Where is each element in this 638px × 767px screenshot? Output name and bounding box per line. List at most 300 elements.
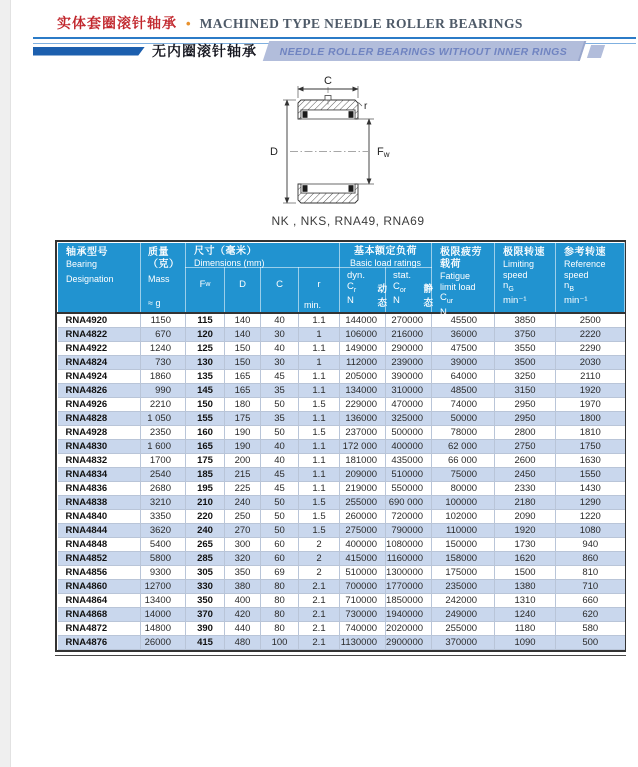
cell-d: 225 <box>225 482 261 496</box>
cell-cur: 62 000 <box>432 440 495 454</box>
cell-reference-speed: 620 <box>556 608 625 622</box>
cell-mass: 1700 <box>141 454 186 468</box>
cell-r-min: 2.1 <box>299 608 340 622</box>
cell-cor-stat: 790000 <box>386 524 432 538</box>
cell-cr-dyn: 209000 <box>340 468 386 482</box>
cell-designation: RNA4832 <box>58 454 141 468</box>
cell-d: 250 <box>225 510 261 524</box>
cell-c: 30 <box>261 328 299 342</box>
cell-r-min: 1.1 <box>299 370 340 384</box>
cell-mass: 3350 <box>141 510 186 524</box>
cell-fw: 150 <box>186 398 225 412</box>
cell-mass: 1860 <box>141 370 186 384</box>
cell-limiting-speed: 2600 <box>495 454 556 468</box>
cell-cor-stat: 1850000 <box>386 594 432 608</box>
cell-designation: RNA4836 <box>58 482 141 496</box>
cell-mass: 13400 <box>141 594 186 608</box>
cell-cur: 80000 <box>432 482 495 496</box>
cell-fw: 115 <box>186 313 225 328</box>
cell-mass: 670 <box>141 328 186 342</box>
col-header-fw: F w <box>186 268 225 314</box>
bearing-diagram <box>248 74 448 214</box>
cell-mass: 9300 <box>141 566 186 580</box>
cell-r-min: 1 <box>299 328 340 342</box>
cell-designation: RNA4834 <box>58 468 141 482</box>
cell-cr-dyn: 1130000 <box>340 636 386 650</box>
cell-cor-stat: 390000 <box>386 370 432 384</box>
cell-r-min: 2 <box>299 552 340 566</box>
section-title-zh: 无内圈滚针轴承 <box>152 43 257 59</box>
cell-c: 40 <box>261 454 299 468</box>
cell-cr-dyn: 275000 <box>340 524 386 538</box>
cell-cur: 75000 <box>432 468 495 482</box>
cell-c: 45 <box>261 468 299 482</box>
cell-limiting-speed: 1380 <box>495 580 556 594</box>
cell-cor-stat: 435000 <box>386 454 432 468</box>
cell-mass: 2680 <box>141 482 186 496</box>
cell-cor-stat: 510000 <box>386 468 432 482</box>
cell-limiting-speed: 1730 <box>495 538 556 552</box>
cell-cur: 48500 <box>432 384 495 398</box>
cell-d: 215 <box>225 468 261 482</box>
cell-c: 30 <box>261 356 299 370</box>
cell-d: 175 <box>225 412 261 426</box>
cell-limiting-speed: 1500 <box>495 566 556 580</box>
cell-reference-speed: 710 <box>556 580 625 594</box>
cell-limiting-speed: 2450 <box>495 468 556 482</box>
table-row <box>58 328 625 342</box>
cell-c: 60 <box>261 538 299 552</box>
cell-cor-stat: 2020000 <box>386 622 432 636</box>
cell-cur: 78000 <box>432 426 495 440</box>
cell-d: 350 <box>225 566 261 580</box>
cell-cr-dyn: 400000 <box>340 538 386 552</box>
cell-fw: 305 <box>186 566 225 580</box>
cell-cr-dyn: 415000 <box>340 552 386 566</box>
cell-fw: 265 <box>186 538 225 552</box>
cell-mass: 5400 <box>141 538 186 552</box>
cell-mass: 1150 <box>141 313 186 328</box>
cell-designation: RNA4926 <box>58 398 141 412</box>
cell-designation: RNA4924 <box>58 370 141 384</box>
cell-limiting-speed: 1920 <box>495 524 556 538</box>
cell-cor-stat: 270000 <box>386 313 432 328</box>
cell-cr-dyn: 700000 <box>340 580 386 594</box>
cell-mass: 3620 <box>141 524 186 538</box>
cell-reference-speed: 1550 <box>556 468 625 482</box>
cell-mass: 990 <box>141 384 186 398</box>
col-header-d: D <box>225 268 261 314</box>
cell-fw: 350 <box>186 594 225 608</box>
badge-tail <box>587 45 605 58</box>
cell-designation: RNA4822 <box>58 328 141 342</box>
cell-fw: 130 <box>186 356 225 370</box>
cell-fw: 155 <box>186 412 225 426</box>
cell-reference-speed: 940 <box>556 538 625 552</box>
cell-c: 60 <box>261 552 299 566</box>
cell-r-min: 2.1 <box>299 636 340 650</box>
cell-limiting-speed: 3850 <box>495 313 556 328</box>
cell-designation: RNA4922 <box>58 342 141 356</box>
cell-d: 165 <box>225 370 261 384</box>
cell-designation: RNA4848 <box>58 538 141 552</box>
col-header-reference-speed: 参考转速 Reference speed $n_B$ min⁻¹ <box>556 243 625 314</box>
cell-reference-speed: 580 <box>556 622 625 636</box>
cell-cur: 255000 <box>432 622 495 636</box>
cell-cr-dyn: 730000 <box>340 608 386 622</box>
cell-c: 50 <box>261 398 299 412</box>
table-row <box>58 384 625 398</box>
table-row <box>58 622 625 636</box>
cell-cor-stat: 550000 <box>386 482 432 496</box>
col-header-mass: 质量 （克） Mass ≈ g <box>141 243 186 314</box>
cell-cur: 50000 <box>432 412 495 426</box>
table-row <box>58 342 625 356</box>
cell-c: 50 <box>261 426 299 440</box>
cell-cor-stat: 1160000 <box>386 552 432 566</box>
cell-r-min: 1.1 <box>299 440 340 454</box>
table-row <box>58 454 625 468</box>
col-header-static: stat. $C_{or}$ 静 N 态 <box>386 268 432 314</box>
cell-mass: 2540 <box>141 468 186 482</box>
table-row <box>58 580 625 594</box>
cell-c: 45 <box>261 482 299 496</box>
cell-cor-stat: 1770000 <box>386 580 432 594</box>
cell-mass: 2350 <box>141 426 186 440</box>
cell-fw: 285 <box>186 552 225 566</box>
cell-cor-stat: 500000 <box>386 426 432 440</box>
cell-reference-speed: 2500 <box>556 313 625 328</box>
cell-d: 380 <box>225 580 261 594</box>
cell-designation: RNA4864 <box>58 594 141 608</box>
table-row <box>58 482 625 496</box>
cell-fw: 145 <box>186 384 225 398</box>
cell-designation: RNA4824 <box>58 356 141 370</box>
dim-label-d: D <box>270 146 278 158</box>
col-header-fatigue-load: 极限疲劳 载荷 Fatigue limit load $C_{ur}$ N <box>432 243 495 314</box>
dim-label-c: C <box>324 75 332 87</box>
cell-c: 45 <box>261 370 299 384</box>
cell-r-min: 1.1 <box>299 454 340 468</box>
cell-cor-stat: 2900000 <box>386 636 432 650</box>
cell-limiting-speed: 2950 <box>495 398 556 412</box>
cell-r-min: 1.1 <box>299 313 340 328</box>
section-title-badge <box>263 41 587 61</box>
cell-r-min: 1.1 <box>299 412 340 426</box>
cell-reference-speed: 810 <box>556 566 625 580</box>
cell-d: 240 <box>225 496 261 510</box>
cell-d: 180 <box>225 398 261 412</box>
cell-limiting-speed: 2750 <box>495 440 556 454</box>
cell-d: 440 <box>225 622 261 636</box>
cell-r-min: 1.5 <box>299 398 340 412</box>
cell-cor-stat: 310000 <box>386 384 432 398</box>
cell-limiting-speed: 2950 <box>495 412 556 426</box>
table-header <box>58 243 625 318</box>
cell-d: 420 <box>225 608 261 622</box>
cell-cur: 39000 <box>432 356 495 370</box>
cell-cor-stat: 325000 <box>386 412 432 426</box>
cell-cor-stat: 1080000 <box>386 538 432 552</box>
cell-r-min: 1 <box>299 356 340 370</box>
cell-limiting-speed: 2330 <box>495 482 556 496</box>
cell-cur: 370000 <box>432 636 495 650</box>
cell-r-min: 2 <box>299 538 340 552</box>
cell-c: 50 <box>261 524 299 538</box>
cell-cr-dyn: 149000 <box>340 342 386 356</box>
page-edge <box>0 0 11 767</box>
cell-mass: 12700 <box>141 580 186 594</box>
col-header-r: r min. <box>299 268 340 314</box>
cell-d: 140 <box>225 313 261 328</box>
cell-designation: RNA4928 <box>58 426 141 440</box>
cell-limiting-speed: 3550 <box>495 342 556 356</box>
bearing-cross-section-drawing <box>248 74 448 214</box>
table-row <box>58 538 625 552</box>
table-row <box>58 468 625 482</box>
cell-fw: 175 <box>186 454 225 468</box>
cell-cr-dyn: 134000 <box>340 384 386 398</box>
group-header-dimensions: 尺寸（毫米） Dimensions (mm) <box>186 243 340 268</box>
cell-cr-dyn: 510000 <box>340 566 386 580</box>
cell-reference-speed: 2220 <box>556 328 625 342</box>
figure-caption: NK , NKS, RNA49, RNA69 <box>271 214 425 228</box>
cell-cr-dyn: 219000 <box>340 482 386 496</box>
cell-designation: RNA4860 <box>58 580 141 594</box>
cell-reference-speed: 1810 <box>556 426 625 440</box>
cell-limiting-speed: 1310 <box>495 594 556 608</box>
cell-r-min: 1.5 <box>299 426 340 440</box>
table-row <box>58 440 625 454</box>
cell-reference-speed: 2290 <box>556 342 625 356</box>
table-row <box>58 398 625 412</box>
cell-designation: RNA4840 <box>58 510 141 524</box>
cell-cur: 64000 <box>432 370 495 384</box>
table-row <box>58 552 625 566</box>
cell-fw: 370 <box>186 608 225 622</box>
cell-cur: 45500 <box>432 313 495 328</box>
bearing-table <box>55 240 626 652</box>
cell-d: 200 <box>225 454 261 468</box>
cell-cr-dyn: 136000 <box>340 412 386 426</box>
cell-cor-stat: 690 000 <box>386 496 432 510</box>
cell-reference-speed: 1920 <box>556 384 625 398</box>
cell-limiting-speed: 1240 <box>495 608 556 622</box>
cell-designation: RNA4856 <box>58 566 141 580</box>
cell-limiting-speed: 3250 <box>495 370 556 384</box>
cell-limiting-speed: 2090 <box>495 510 556 524</box>
cell-fw: 125 <box>186 342 225 356</box>
cell-d: 400 <box>225 594 261 608</box>
cell-cur: 66 000 <box>432 454 495 468</box>
cell-cur: 242000 <box>432 594 495 608</box>
cell-mass: 1 600 <box>141 440 186 454</box>
cell-reference-speed: 500 <box>556 636 625 650</box>
cell-limiting-speed: 1620 <box>495 552 556 566</box>
cell-mass: 1240 <box>141 342 186 356</box>
dim-label-r: r <box>364 101 368 112</box>
cell-d: 140 <box>225 328 261 342</box>
cell-cr-dyn: 112000 <box>340 356 386 370</box>
cell-r-min: 1.5 <box>299 524 340 538</box>
cell-r-min: 1.1 <box>299 468 340 482</box>
table-row <box>58 496 625 510</box>
cell-reference-speed: 1430 <box>556 482 625 496</box>
cell-d: 320 <box>225 552 261 566</box>
col-header-limiting-speed: 极限转速 Limiting speed $n_G$ min⁻¹ <box>495 243 556 314</box>
cell-cr-dyn: 260000 <box>340 510 386 524</box>
cell-cur: 110000 <box>432 524 495 538</box>
cell-d: 270 <box>225 524 261 538</box>
cell-reference-speed: 1630 <box>556 454 625 468</box>
cell-cor-stat: 1300000 <box>386 566 432 580</box>
cell-designation: RNA4828 <box>58 412 141 426</box>
cell-mass: 14800 <box>141 622 186 636</box>
cell-reference-speed: 1220 <box>556 510 625 524</box>
cell-r-min: 1.1 <box>299 384 340 398</box>
cell-fw: 185 <box>186 468 225 482</box>
cell-d: 190 <box>225 426 261 440</box>
page-header <box>57 13 523 33</box>
cell-designation: RNA4844 <box>58 524 141 538</box>
cell-limiting-speed: 1090 <box>495 636 556 650</box>
cell-limiting-speed: 3750 <box>495 328 556 342</box>
table-row <box>58 594 625 608</box>
cell-cur: 47500 <box>432 342 495 356</box>
cell-c: 35 <box>261 412 299 426</box>
cell-designation: RNA4852 <box>58 552 141 566</box>
cell-cr-dyn: 172 000 <box>340 440 386 454</box>
table-row <box>58 313 625 328</box>
cell-limiting-speed: 3500 <box>495 356 556 370</box>
cell-limiting-speed: 1180 <box>495 622 556 636</box>
cell-limiting-speed: 2800 <box>495 426 556 440</box>
table-row <box>58 636 625 650</box>
cell-c: 100 <box>261 636 299 650</box>
cell-designation: RNA4838 <box>58 496 141 510</box>
cell-designation: RNA4920 <box>58 313 141 328</box>
cell-cr-dyn: 106000 <box>340 328 386 342</box>
cell-fw: 415 <box>186 636 225 650</box>
cell-d: 150 <box>225 342 261 356</box>
cell-cur: 100000 <box>432 496 495 510</box>
cell-designation: RNA4826 <box>58 384 141 398</box>
table-row <box>58 426 625 440</box>
cell-fw: 135 <box>186 370 225 384</box>
cell-fw: 195 <box>186 482 225 496</box>
cell-fw: 220 <box>186 510 225 524</box>
cell-cr-dyn: 255000 <box>340 496 386 510</box>
cell-c: 80 <box>261 594 299 608</box>
bullet-icon: • <box>186 16 191 31</box>
section-header <box>33 43 603 59</box>
cell-cr-dyn: 181000 <box>340 454 386 468</box>
cell-mass: 3210 <box>141 496 186 510</box>
cell-fw: 210 <box>186 496 225 510</box>
cell-limiting-speed: 3150 <box>495 384 556 398</box>
cell-d: 165 <box>225 384 261 398</box>
cell-mass: 1 050 <box>141 412 186 426</box>
cell-fw: 160 <box>186 426 225 440</box>
cell-designation: RNA4876 <box>58 636 141 650</box>
cell-c: 40 <box>261 313 299 328</box>
cell-designation: RNA4830 <box>58 440 141 454</box>
cell-reference-speed: 2030 <box>556 356 625 370</box>
cell-fw: 165 <box>186 440 225 454</box>
dim-label-fw: Fw <box>377 146 390 159</box>
cell-reference-speed: 1970 <box>556 398 625 412</box>
cell-reference-speed: 860 <box>556 552 625 566</box>
cell-cor-stat: 400000 <box>386 440 432 454</box>
cell-r-min: 2.1 <box>299 580 340 594</box>
cell-cor-stat: 290000 <box>386 342 432 356</box>
cell-reference-speed: 1290 <box>556 496 625 510</box>
cell-reference-speed: 1800 <box>556 412 625 426</box>
section-accent-bar <box>33 47 145 56</box>
cell-fw: 390 <box>186 622 225 636</box>
cell-c: 50 <box>261 496 299 510</box>
cell-cr-dyn: 229000 <box>340 398 386 412</box>
cell-cur: 175000 <box>432 566 495 580</box>
table-row <box>58 412 625 426</box>
cell-mass: 14000 <box>141 608 186 622</box>
cell-cur: 150000 <box>432 538 495 552</box>
cell-cur: 249000 <box>432 608 495 622</box>
cell-cur: 36000 <box>432 328 495 342</box>
cell-fw: 330 <box>186 580 225 594</box>
cell-c: 40 <box>261 342 299 356</box>
cell-c: 80 <box>261 580 299 594</box>
cell-mass: 730 <box>141 356 186 370</box>
cell-r-min: 2 <box>299 566 340 580</box>
cell-cr-dyn: 144000 <box>340 313 386 328</box>
cell-d: 480 <box>225 636 261 650</box>
cell-cor-stat: 720000 <box>386 510 432 524</box>
cell-c: 69 <box>261 566 299 580</box>
header-title-zh: 实体套圈滚针轴承 <box>57 15 177 31</box>
cell-c: 80 <box>261 608 299 622</box>
cell-r-min: 1.5 <box>299 510 340 524</box>
cell-c: 50 <box>261 510 299 524</box>
cell-d: 190 <box>225 440 261 454</box>
table-row <box>58 370 625 384</box>
cell-c: 40 <box>261 440 299 454</box>
cell-cur: 74000 <box>432 398 495 412</box>
cell-cor-stat: 1940000 <box>386 608 432 622</box>
cell-mass: 26000 <box>141 636 186 650</box>
cell-r-min: 2.1 <box>299 594 340 608</box>
cell-r-min: 1.1 <box>299 342 340 356</box>
cell-cr-dyn: 237000 <box>340 426 386 440</box>
cell-cur: 102000 <box>432 510 495 524</box>
group-header-load-ratings: 基本额定负荷 Basic load ratings <box>340 243 432 268</box>
table-row <box>58 566 625 580</box>
cell-c: 80 <box>261 622 299 636</box>
cell-cr-dyn: 740000 <box>340 622 386 636</box>
cell-cr-dyn: 205000 <box>340 370 386 384</box>
cell-reference-speed: 660 <box>556 594 625 608</box>
col-header-dynamic: dyn. $C_r$ 动 N 态 <box>340 268 386 314</box>
cell-c: 35 <box>261 384 299 398</box>
cell-d: 150 <box>225 356 261 370</box>
cell-cor-stat: 239000 <box>386 356 432 370</box>
col-header-designation: 轴承型号 Bearing Designation <box>58 243 141 314</box>
cell-designation: RNA4868 <box>58 608 141 622</box>
col-header-c: C <box>261 268 299 314</box>
cell-cur: 158000 <box>432 552 495 566</box>
cell-r-min: 1.1 <box>299 482 340 496</box>
cell-cr-dyn: 710000 <box>340 594 386 608</box>
